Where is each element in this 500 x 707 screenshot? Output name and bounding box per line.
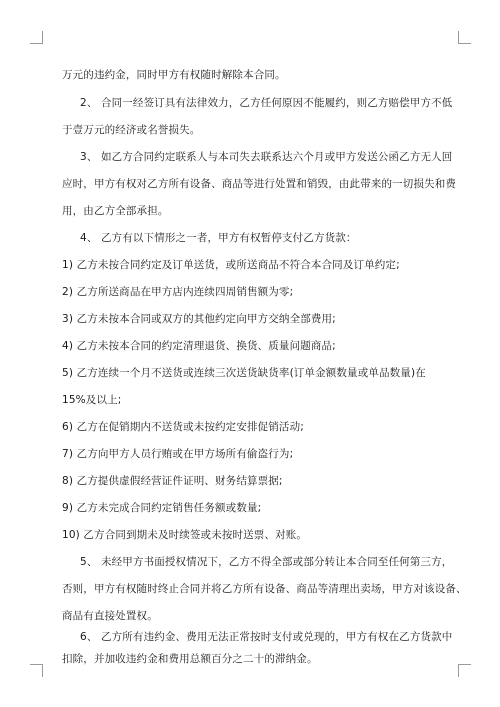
corner-mark-top-left bbox=[30, 31, 43, 44]
list-item-3: 3) 乙方未按本合同或双方的其他约定向甲方交纳全部费用; bbox=[62, 313, 336, 325]
list-item-2: 2) 乙方所送商品在甲方店内连续四周销售额为零; bbox=[62, 286, 294, 298]
list-item-1: 1) 乙方未按合同约定及订单送货，或所送商品不符合本合同及订单约定; bbox=[62, 259, 400, 271]
list-item-8: 8) 乙方提供虚假经营证件证明、财务结算票据; bbox=[62, 475, 283, 487]
corner-mark-bottom-left bbox=[30, 664, 43, 677]
list-item-5-line-1: 5) 乙方连续一个月不送货或连续三次送货缺货率(订单金额数量或单品数量)在 bbox=[62, 367, 426, 379]
list-item-7: 7) 乙方向甲方人员行贿或在甲方场所有偷盗行为; bbox=[62, 448, 294, 460]
clause-3-line-3: 用，由乙方全部承担。 bbox=[62, 205, 169, 217]
clause-2-line-1: 2、 合同一经签订具有法律效力，乙方任何原因不能履约，则乙方赔偿甲方不低 bbox=[80, 97, 453, 109]
list-item-10: 10) 乙方合同到期未及时续签或未按时送票、对账。 bbox=[62, 529, 308, 541]
clause-5-line-1: 5、 未经甲方书面授权情况下，乙方不得全部或部分转让本合同至任何第三方， bbox=[80, 556, 453, 568]
clause-5-line-3: 商品有直接处置权。 bbox=[62, 610, 158, 622]
list-item-6: 6) 乙方在促销期内不送货或未按约定安排促销活动; bbox=[62, 421, 304, 433]
list-item-9: 9) 乙方未完成合同约定销售任务额或数量; bbox=[62, 502, 262, 514]
clause-6-line-2: 扣除，并加收违约金和费用总额百分之二十的滞纳金。 bbox=[62, 653, 318, 665]
corner-mark-top-right bbox=[458, 31, 471, 44]
list-item-5-line-2: 15%及以上; bbox=[62, 394, 122, 406]
clause-3-line-2: 应时，甲方有权对乙方所有设备、商品等进行处置和销毁，由此带来的一切损失和费 bbox=[62, 178, 457, 190]
list-item-4: 4) 乙方未按本合同的约定清理退货、换货、质量问题商品; bbox=[62, 340, 336, 352]
clause-2-line-2: 于壹万元的经济或名誉损失。 bbox=[62, 124, 201, 136]
clause-5-line-2: 否则，甲方有权随时终止合同并将乙方所有设备、商品等清理出卖场，甲方对该设备、 bbox=[62, 583, 467, 595]
paragraph-line: 万元的违约金，同时甲方有权随时解除本合同。 bbox=[62, 69, 286, 81]
clause-3-line-1: 3、 如乙方合同约定联系人与本司失去联系达六个月或甲方发送公函乙方无人回 bbox=[80, 151, 453, 163]
clause-6-line-1: 6、 乙方所有违约金、费用无法正常按时支付或兑现的，甲方有权在乙方货款中 bbox=[80, 631, 453, 643]
clause-4-intro: 4、 乙方有以下情形之一者，甲方有权暂停支付乙方货款： bbox=[80, 232, 357, 244]
corner-mark-bottom-right bbox=[458, 664, 471, 677]
